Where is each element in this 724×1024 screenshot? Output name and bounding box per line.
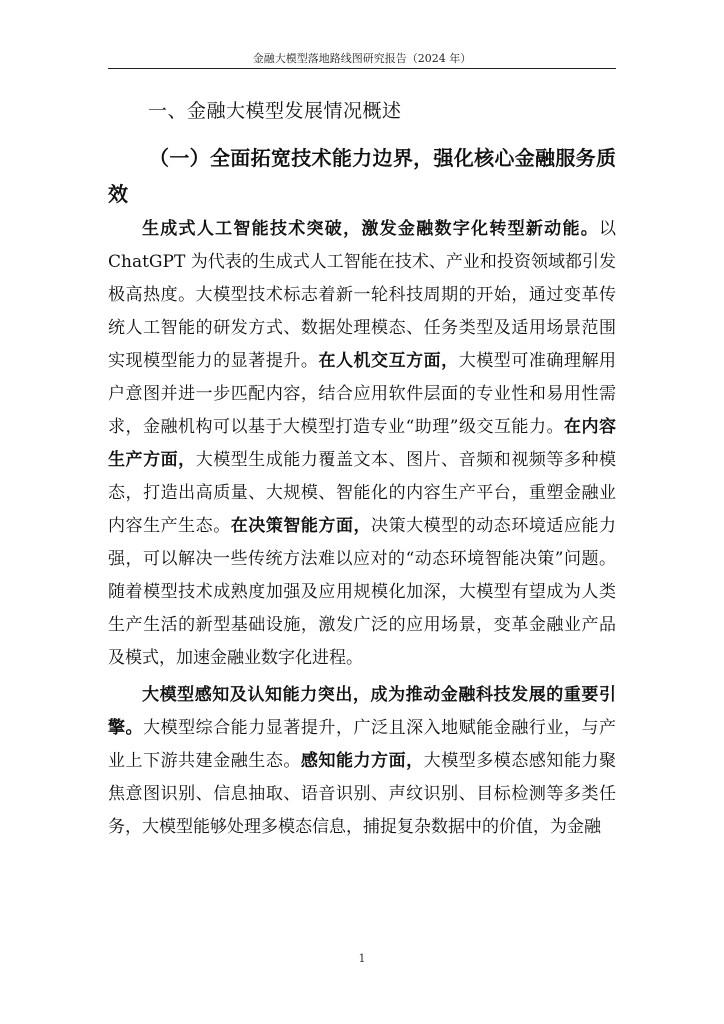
text-run: 大模型生成能力覆盖文本、图片、音频和视频等多种模态，打造出高质量、大规模、智能化的内容生产平台，重塑金融业内容生产生态。 xyxy=(108,450,617,536)
paragraph-lead: 生成式人工智能技术突破，激发金融数字化转型新动能。 xyxy=(142,219,599,239)
keyword: 在内容生产方面， xyxy=(108,417,616,470)
keyword: 在人机交互方面， xyxy=(318,351,459,371)
keyword: 感知能力方面， xyxy=(300,751,424,771)
running-title: 金融大模型落地路线图研究报告（2024 年） xyxy=(252,52,472,65)
paragraph xyxy=(108,213,616,675)
body-text xyxy=(108,213,616,844)
page-number: 1 xyxy=(358,952,366,965)
paragraph-lead: 大模型感知及认知能力突出，成为推动金融科技发展的重要引擎。 xyxy=(108,685,616,738)
text-run: 大模型可准确理解用户意图并进一步匹配内容，结合应用软件层面的专业性和易用性需求，金融机构可以基于大模型打造专业“助理”级交互能力。 xyxy=(108,351,617,437)
section-heading: 一、金融大模型发展情况概述 xyxy=(148,100,402,122)
keyword: 在决策智能方面， xyxy=(230,516,372,536)
subsection-heading: （一）全面拓宽技术能力边界，强化核心金融服务质效 xyxy=(108,146,616,206)
text-run: 大模型综合能力显著提升，广泛且深入地赋能金融行业，与产业上下游共建金融生态。 xyxy=(108,718,617,771)
running-header xyxy=(108,52,616,69)
text-run: 以ChatGPT 为代表的生成式人工智能在技术、产业和投资领域都引发极高热度。大模型技术标志着新一轮科技周期的开始，通过变革传统人工智能的研发方式、数据处理模态、任务类型及适用场景范围实现模型能力的显著提升。 xyxy=(108,219,616,371)
text-run: 大模型多模态感知能力聚焦意图识别、信息抽取、语音识别、声纹识别、目标检测等多类任务，大模型能够处理多模态信息，捕捉复杂数据中的价值，为金融 xyxy=(108,751,617,837)
text-run: 决策大模型的动态环境适应能力强，可以解决一些传统方法难以应对的“动态环境智能决策”问题。随着模型技术成熟度加强及应用规模化加深，大模型有望成为人类生产生活的新型基础设施，激发广泛的应用场景，变革金融业产品及模式，加速金融业数字化进程。 xyxy=(108,516,617,668)
paragraph xyxy=(108,679,616,844)
